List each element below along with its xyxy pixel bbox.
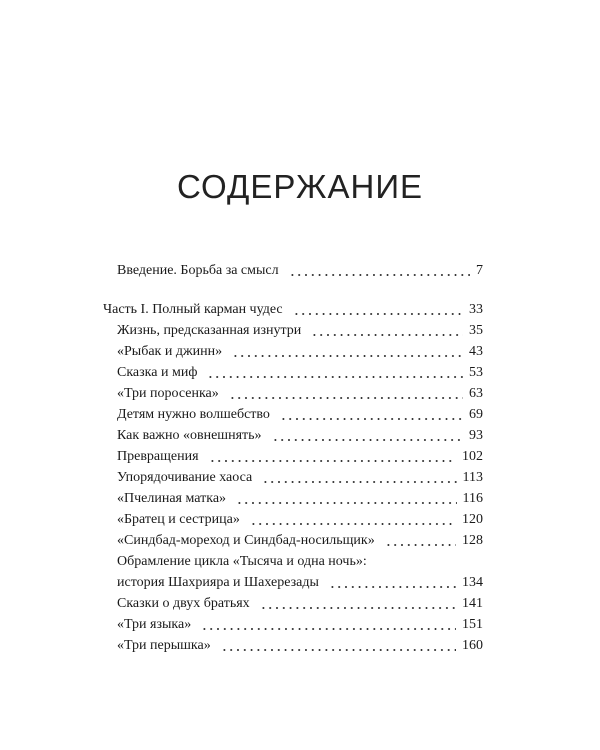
page-title: СОДЕРЖАНИЕ [176, 168, 424, 205]
toc-entry-page: 69 [469, 407, 483, 422]
dot-leader [385, 543, 456, 547]
toc-entry-title: «Синдбад-мореход и Синдбад-носильщик» [117, 533, 375, 548]
toc-entry-page: 43 [469, 344, 483, 359]
toc-entry[interactable] [117, 427, 483, 445]
toc-entry[interactable] [117, 343, 483, 361]
dot-leader [209, 459, 456, 463]
toc-entry-title: «Три языка» [117, 617, 192, 632]
toc-entry-page: 102 [462, 449, 483, 464]
toc-entry-page: 113 [462, 470, 483, 485]
dot-leader [201, 627, 456, 631]
toc-entry[interactable] [117, 574, 483, 592]
toc-entry[interactable] [117, 616, 483, 634]
toc-entry-title: «Три перышка» [117, 638, 211, 653]
toc-entry-page: 116 [462, 491, 483, 506]
toc-entry-page: 134 [462, 575, 483, 590]
toc-entry-page: 63 [469, 386, 483, 401]
toc-entry-title: «Рыбак и джинн» [117, 344, 223, 359]
toc-entry-part1[interactable] [103, 301, 483, 319]
toc-entry-title: Превращения [117, 449, 199, 464]
toc-entry-title: Упорядочивание хаоса [117, 470, 253, 485]
toc-entry-page: 160 [462, 638, 483, 653]
dot-leader [293, 312, 463, 316]
toc-entry-title: «Пчелиная матка» [117, 491, 227, 506]
toc-entry-title: Жизнь, предсказанная изнутри [117, 323, 302, 338]
toc-entry[interactable] [117, 595, 483, 613]
toc-entry-title: Сказка и миф [117, 365, 198, 380]
dot-leader [250, 522, 456, 526]
toc-entry-title: Как важно «овнешнять» [117, 428, 262, 443]
dot-leader [289, 273, 470, 277]
toc-entry-title: Часть I. Полный карман чудес [103, 302, 283, 317]
toc-entry[interactable] [117, 553, 483, 571]
dot-leader [311, 333, 463, 337]
toc-entry[interactable] [117, 469, 483, 487]
toc-entry-page: 53 [469, 365, 483, 380]
toc-entry[interactable] [117, 322, 483, 340]
dot-leader [207, 375, 463, 379]
toc-entry-page: 35 [469, 323, 483, 338]
toc-entry-page: 151 [462, 617, 483, 632]
toc-entry-title: Введение. Борьба за смысл [117, 263, 279, 278]
toc-entry[interactable] [117, 364, 483, 382]
toc-entry-intro[interactable] [117, 262, 483, 280]
toc-entry-title: Детям нужно волшебство [117, 407, 270, 422]
dot-leader [236, 501, 456, 505]
toc-entry-page: 141 [462, 596, 483, 611]
dot-leader [262, 480, 456, 484]
toc-entry-title: «Три поросенка» [117, 386, 219, 401]
toc-entry-title: история Шахрияра и Шахерезады [117, 575, 319, 590]
dot-leader [260, 606, 456, 610]
toc-entry-title: Обрамление цикла «Тысяча и одна ночь»: [117, 554, 367, 569]
toc-entry-page: 93 [469, 428, 483, 443]
toc-entry-page: 33 [469, 302, 483, 317]
toc-entry-page: 120 [462, 512, 483, 527]
toc-entry[interactable] [117, 448, 483, 466]
dot-leader [272, 438, 463, 442]
toc-entry-page: 7 [476, 263, 483, 278]
dot-leader [221, 648, 456, 652]
toc-entry-title: «Братец и сестрица» [117, 512, 240, 527]
dot-leader [329, 585, 456, 589]
toc-entry-page: 128 [462, 533, 483, 548]
toc-entry[interactable] [117, 532, 483, 550]
dot-leader [229, 396, 463, 400]
toc-entry[interactable] [117, 511, 483, 529]
toc-entry-title: Сказки о двух братьях [117, 596, 250, 611]
toc-entry[interactable] [117, 406, 483, 424]
toc-entry[interactable] [117, 637, 483, 655]
toc-entry[interactable] [117, 490, 483, 508]
dot-leader [232, 354, 463, 358]
toc-entry[interactable] [117, 385, 483, 403]
dot-leader [280, 417, 463, 421]
